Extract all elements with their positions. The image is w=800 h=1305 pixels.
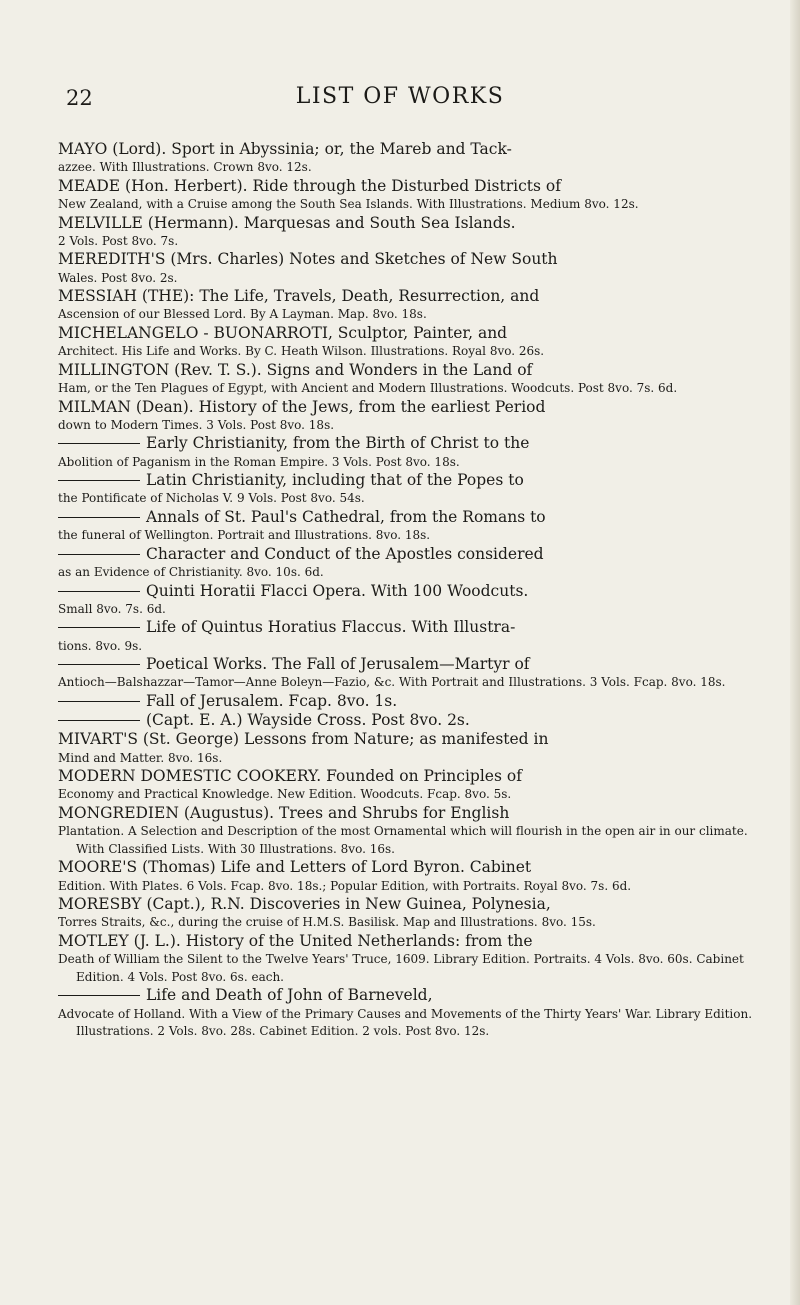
- entry-heading: [58, 323, 758, 343]
- entry-title: Life of Quintus Horatius Flaccus. With Illustra-: [146, 618, 516, 637]
- page-edge-shadow: [790, 0, 800, 1305]
- entry-heading: [76, 508, 758, 527]
- entry-heading: [58, 931, 758, 951]
- entry-title: MILLINGTON (Rev. T. S.). Signs and Wonders in the Land of: [58, 360, 533, 379]
- entry-title: MAYO (Lord). Sport in Abyssinia; or, the Mareb and Tack-: [58, 140, 512, 158]
- list-item-continuation: [58, 434, 758, 471]
- entry-title: Character and Conduct of the Apostles considered: [146, 544, 544, 563]
- entry-heading: [76, 618, 758, 637]
- entry-title: Poetical Works. The Fall of Jerusalem—Martyr of: [146, 655, 530, 674]
- entry-title: MOORE'S (Thomas) Life and Letters of Lord Byron. Cabinet: [58, 858, 532, 877]
- entry-heading: [76, 711, 758, 730]
- entry-details: the Pontificate of Nicholas V. 9 Vols. Post 8vo. 54s.: [58, 491, 365, 506]
- entry-title: MOTLEY (J. L.). History of the United Netherlands: from the: [58, 931, 533, 950]
- entry-title: MICHELANGELO - BUONARROTI, Sculptor, Painter, and: [58, 323, 508, 342]
- entry-details: Torres Straits, &c., during the cruise of H.M.S. Basilisk. Map and Illustrations. 8vo. 15s.: [58, 915, 596, 930]
- entry-heading: [58, 176, 758, 196]
- list-item-continuation: [58, 986, 758, 1040]
- ditto-dash: [58, 443, 140, 444]
- entry-heading: [58, 140, 758, 159]
- list-item-continuation: [58, 655, 758, 692]
- entry-title: MEREDITH'S (Mrs. Charles) Notes and Sketches of New South: [58, 250, 558, 269]
- list-item-continuation: [58, 618, 758, 655]
- ditto-dash: [58, 627, 140, 628]
- entry-title: MELVILLE (Hermann). Marquesas and South Sea Islands.: [58, 213, 516, 232]
- entry-details: the funeral of Wellington. Portrait and Illustrations. 8vo. 18s.: [58, 528, 431, 543]
- entry-title: MESSIAH (THE): The Life, Travels, Death, Resurrection, and: [58, 287, 540, 306]
- list-item: [58, 730, 758, 767]
- list-item: [58, 177, 758, 214]
- entry-heading: [58, 360, 758, 380]
- page-header: [0, 74, 800, 114]
- entry-title: MODERN DOMESTIC COOKERY. Founded on Principles of: [58, 767, 522, 786]
- entry-title: Fall of Jerusalem. Fcap. 8vo. 1s.: [146, 691, 398, 710]
- entry-heading: [58, 250, 758, 269]
- entry-heading: [76, 434, 758, 453]
- entry-title: Latin Christianity, including that of the Popes to: [146, 471, 524, 490]
- entry-title: Quinti Horatii Flacci Opera. With 100 Woodcuts.: [146, 581, 529, 600]
- list-item: [58, 324, 758, 361]
- ditto-dash: [58, 664, 140, 665]
- entry-details: Wales. Post 8vo. 2s.: [58, 270, 178, 285]
- entry-heading: [58, 858, 758, 877]
- entry-title: MIVART'S (St. George) Lessons from Nature; as manifested in: [58, 730, 549, 749]
- list-item: [58, 804, 758, 858]
- works-list: [58, 140, 758, 1041]
- entry-title: Annals of St. Paul's Cathedral, from the Romans to: [146, 507, 546, 526]
- list-item: [58, 361, 758, 398]
- entry-heading: [58, 767, 758, 786]
- list-item: [58, 140, 758, 177]
- entry-title: Life and Death of John of Barneveld,: [146, 986, 433, 1005]
- entry-heading: [76, 692, 758, 711]
- list-item-continuation: [58, 508, 758, 545]
- entry-heading: [76, 471, 758, 490]
- running-title: LIST OF WORKS: [295, 84, 505, 109]
- entry-heading: [58, 895, 758, 914]
- list-item-continuation: [58, 471, 758, 508]
- entry-title: MILMAN (Dean). History of the Jews, from the earliest Period: [58, 397, 546, 416]
- entry-details: New Zealand, with a Cruise among the South Sea Islands. With Illustrations. Medium 8vo. 12s.: [58, 197, 639, 211]
- entry-details: Abolition of Paganism in the Roman Empire. 3 Vols. Post 8vo. 18s.: [58, 454, 460, 469]
- entry-title: (Capt. E. A.) Wayside Cross. Post 8vo. 2s.: [146, 711, 470, 730]
- list-item: [58, 250, 758, 287]
- entry-details: Architect. His Life and Works. By C. Heath Wilson. Illustrations. Royal 8vo. 26s.: [58, 344, 545, 359]
- entry-details: Mind and Matter. 8vo. 16s.: [58, 750, 223, 765]
- list-item-continuation: [58, 711, 758, 730]
- entry-details: as an Evidence of Christianity. 8vo. 10s. 6d.: [58, 564, 324, 579]
- entry-heading: [58, 803, 758, 823]
- entry-heading: [76, 582, 758, 601]
- list-item: [58, 214, 758, 251]
- ditto-dash: [58, 554, 140, 555]
- page-number: 22: [66, 86, 93, 110]
- entry-details: Antioch—Balshazzar—Tamor—Anne Boleyn—Fazio, &c. With Portrait and Illustrations. 3 Vols. Fcap. 8vo. 18s.: [58, 675, 726, 690]
- ditto-dash: [58, 517, 140, 518]
- list-item: [58, 858, 758, 895]
- entry-heading: [58, 730, 758, 749]
- list-item-continuation: [58, 692, 758, 711]
- entry-heading: [76, 545, 758, 564]
- entry-details: Plantation. A Selection and Description of the most Ornamental which will flourish in the open air in our climate. With Classified Lists. With 30 Illustrations. 8vo. 16s.: [58, 824, 748, 856]
- entry-title: Early Christianity, from the Birth of Christ to the: [146, 434, 530, 453]
- ditto-dash: [58, 720, 140, 721]
- list-item: [58, 932, 758, 986]
- ditto-dash: [58, 995, 140, 996]
- list-item: [58, 895, 758, 932]
- entry-details: 2 Vols. Post 8vo. 7s.: [58, 233, 179, 248]
- entry-title: MEADE (Hon. Herbert). Ride through the Disturbed Districts of: [58, 176, 561, 195]
- list-item-continuation: [58, 582, 758, 619]
- entry-title: MONGREDIEN (Augustus). Trees and Shrubs for English: [58, 803, 510, 822]
- entry-title: MORESBY (Capt.), R.N. Discoveries in New Guinea, Polynesia,: [58, 895, 551, 914]
- entry-details: tions. 8vo. 9s.: [58, 638, 143, 653]
- entry-heading: [58, 213, 758, 233]
- entry-heading: [58, 397, 758, 417]
- entry-details: Economy and Practical Knowledge. New Edition. Woodcuts. Fcap. 8vo. 5s.: [58, 787, 512, 802]
- list-item-continuation: [58, 545, 758, 582]
- list-item: [58, 287, 758, 324]
- entry-details: Death of William the Silent to the Twelve Years' Truce, 1609. Library Edition. Portraits. 4 Vols. 8vo. 60s. Cabinet Edition. 4 Vols. Post 8vo. 6s. each.: [58, 952, 744, 984]
- list-item: [58, 767, 758, 804]
- entry-details: Advocate of Holland. With a View of the Primary Causes and Movements of the Thirty Years' War. Library Edition. Illustrations. 2 Vols. 8vo. 28s. Cabinet Edition. 2 vols. Post 8vo. 12s.: [58, 1006, 753, 1039]
- entry-heading: [76, 655, 758, 674]
- ditto-dash: [58, 591, 140, 592]
- entry-details: Ascension of our Blessed Lord. By A Layman. Map. 8vo. 18s.: [58, 307, 427, 322]
- ditto-dash: [58, 701, 140, 702]
- entry-details: Edition. With Plates. 6 Vols. Fcap. 8vo. 18s.; Popular Edition, with Portraits. Royal 8vo. 7s. 6d.: [58, 878, 632, 893]
- entry-heading: [76, 986, 758, 1005]
- entry-details: azzee. With Illustrations. Crown 8vo. 12s.: [58, 160, 312, 175]
- entry-details: down to Modern Times. 3 Vols. Post 8vo. 18s.: [58, 417, 335, 432]
- ditto-dash: [58, 480, 140, 481]
- entry-heading: [58, 287, 758, 306]
- entry-details: Ham, or the Ten Plagues of Egypt, with Ancient and Modern Illustrations. Woodcuts. Post 8vo. 7s. 6d.: [58, 380, 678, 395]
- entry-details: Small 8vo. 7s. 6d.: [58, 601, 166, 616]
- list-item: [58, 398, 758, 435]
